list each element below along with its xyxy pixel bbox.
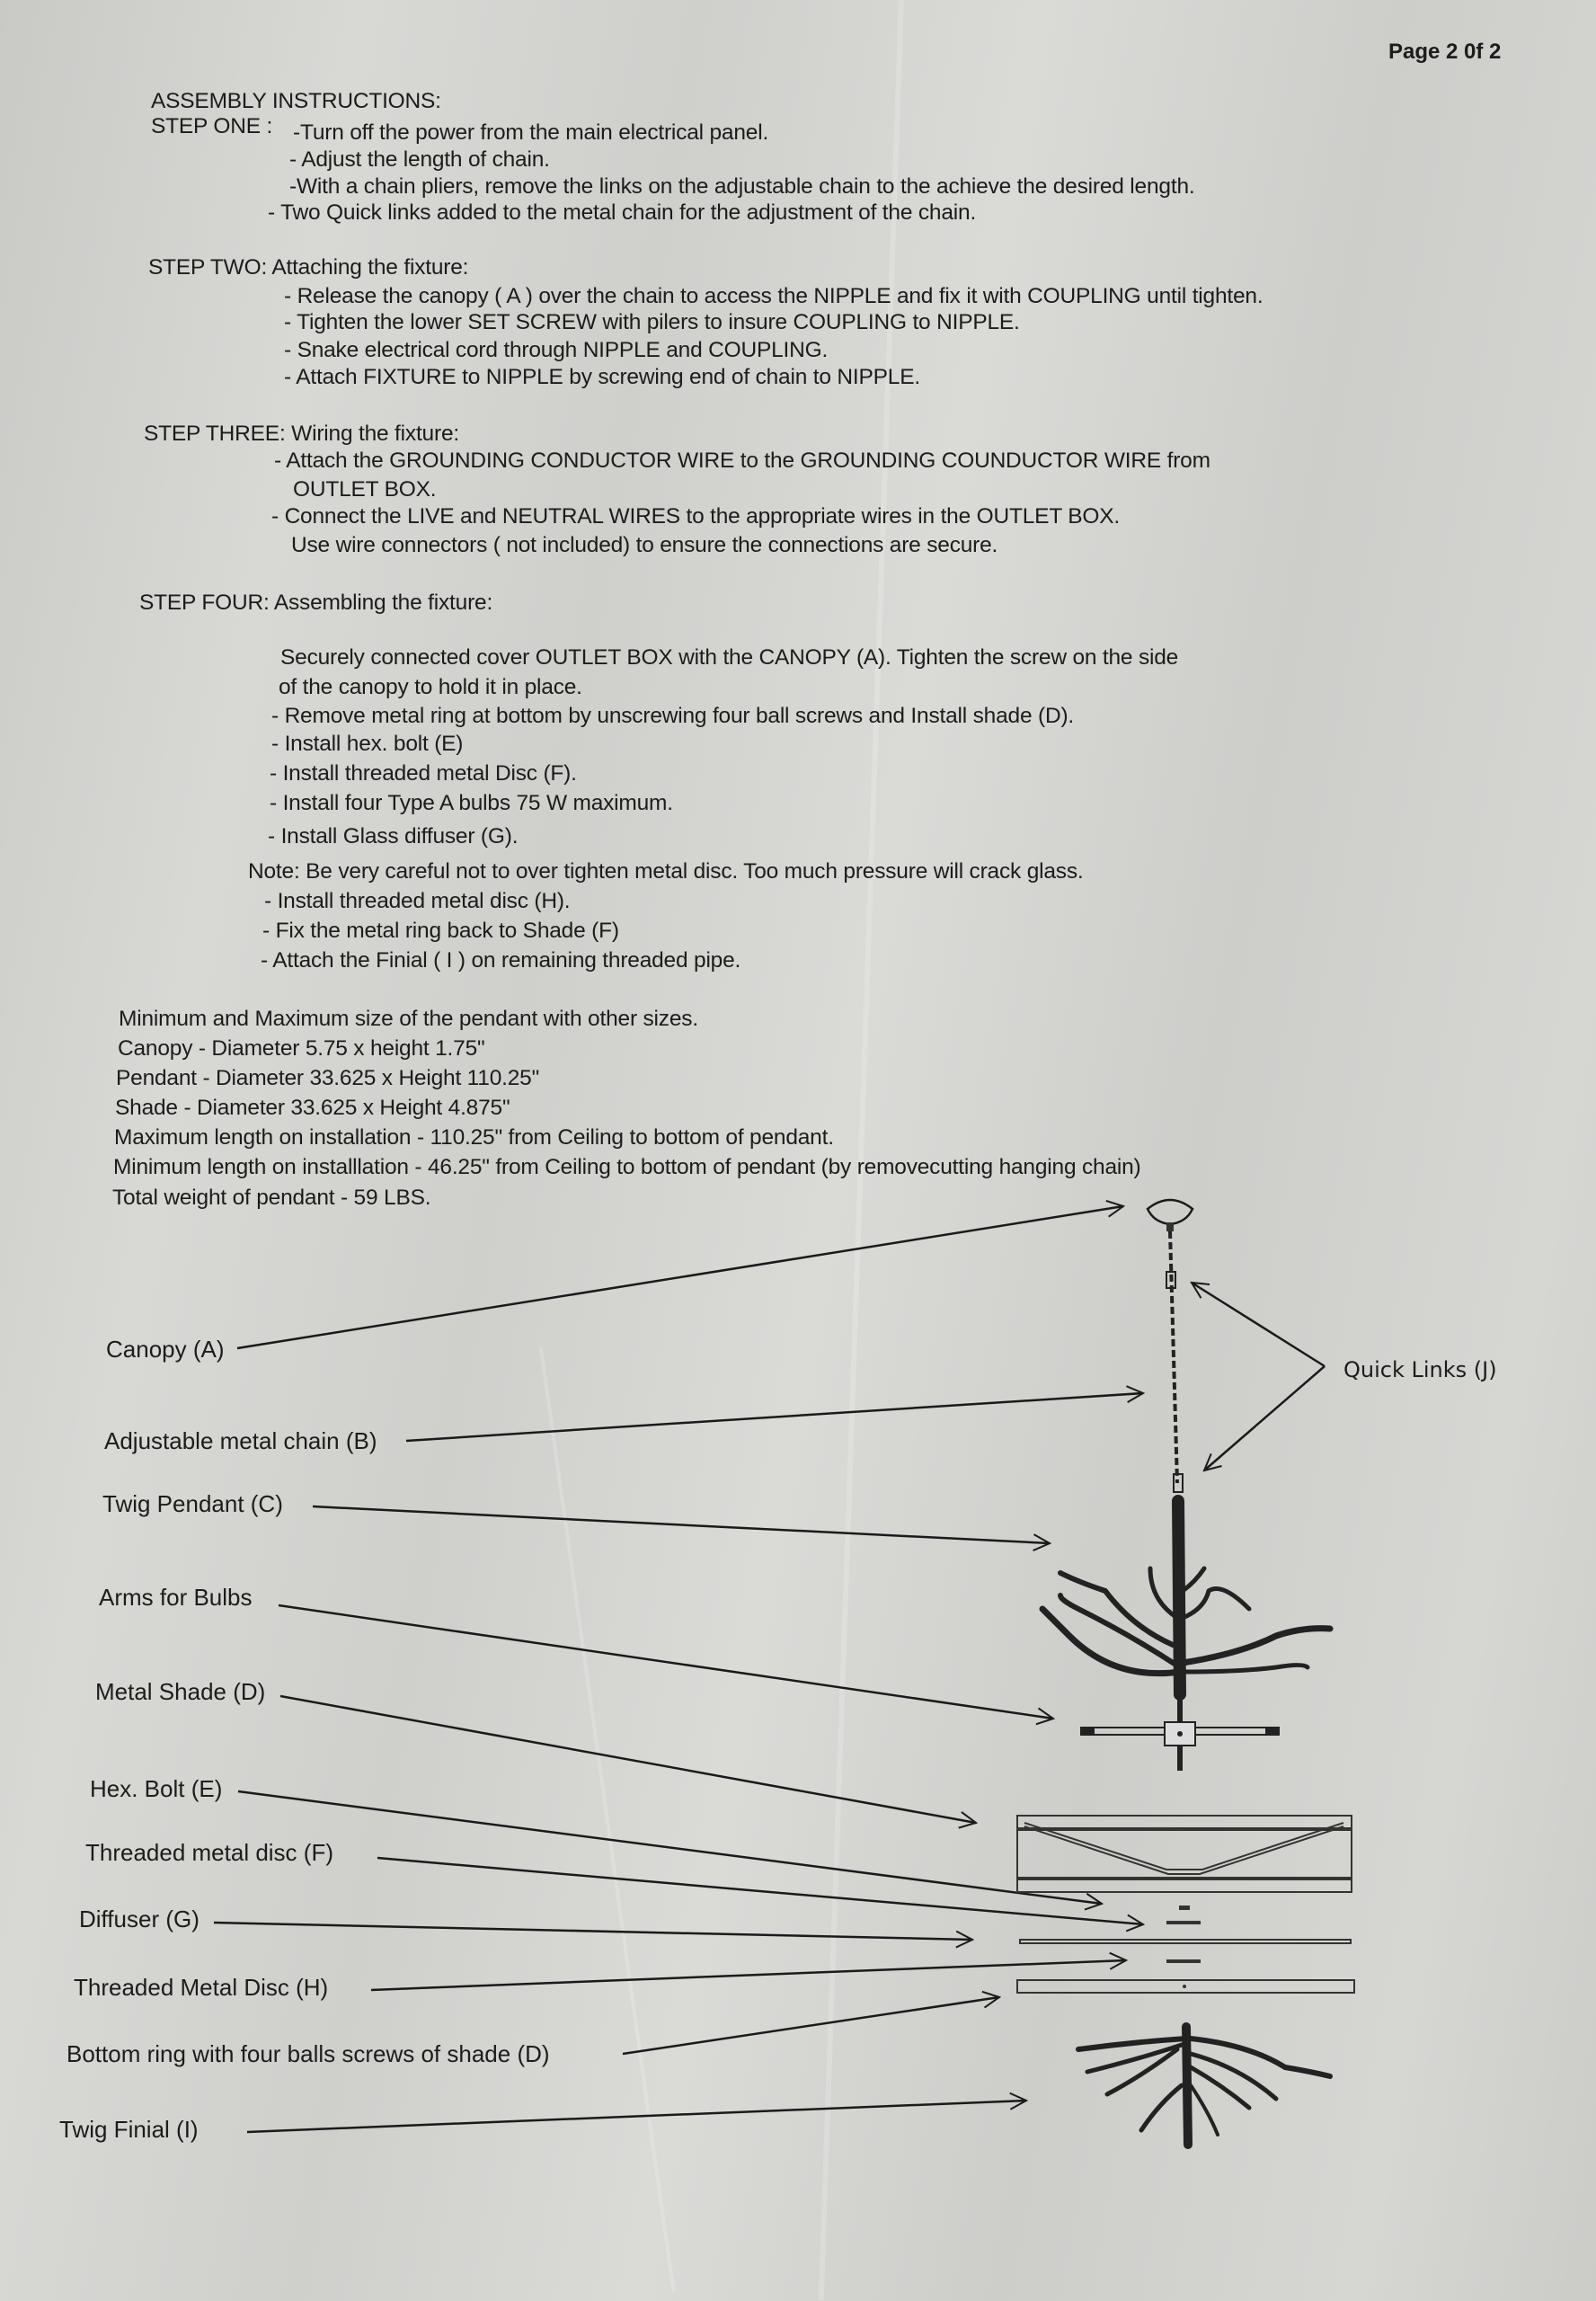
- step-three-line: - Connect the LIVE and NEUTRAL WIRES to the appropriate wires in the OUTLET BOX.: [271, 504, 1120, 529]
- spec-line: Pendant - Diameter 33.625 x Height 110.25": [116, 1066, 540, 1090]
- label-chain: Adjustable metal chain (B): [104, 1427, 377, 1454]
- page-number: Page 2 0f 2: [1388, 40, 1502, 64]
- step-four-line: - Install threaded metal disc (H).: [264, 889, 571, 913]
- label-bottom-ring: Bottom ring with four balls screws of shade (D): [66, 2040, 550, 2067]
- spec-line: Maximum length on installation - 110.25" from Ceiling to bottom of pendant.: [114, 1125, 834, 1150]
- step-four-note: Note: Be very careful not to over tighten metal disc. Too much pressure will crack glass.: [248, 859, 1084, 884]
- step-one-line: -With a chain pliers, remove the links on the adjustable chain to the achieve the desired length.: [289, 174, 1195, 199]
- step-two-heading: STEP TWO: Attaching the fixture:: [148, 255, 469, 280]
- step-four-line: - Fix the metal ring back to Shade (F): [262, 919, 619, 943]
- threaded-disc-h-shape: [1166, 1959, 1201, 1963]
- diffuser-shape: [1020, 1940, 1351, 1943]
- chain-shape: [1170, 1231, 1177, 1483]
- canopy-shape: [1148, 1200, 1193, 1224]
- spec-line: Total weight of pendant - 59 LBS.: [112, 1186, 431, 1210]
- step-one-line: - Two Quick links added to the metal chain for the adjustment of the chain.: [268, 200, 977, 225]
- step-three-heading: STEP THREE: Wiring the fixture:: [144, 422, 459, 446]
- label-hex-bolt: Hex. Bolt (E): [90, 1775, 223, 1802]
- label-threaded-disc-h: Threaded Metal Disc (H): [74, 1974, 329, 2001]
- step-two-line: - Tighten the lower SET SCREW with pilers to insure COUPLING to NIPPLE.: [284, 310, 1020, 334]
- label-canopy: Canopy (A): [106, 1336, 225, 1363]
- step-three-line: Use wire connectors ( not included) to ensure the connections are secure.: [291, 533, 998, 557]
- spec-line: Canopy - Diameter 5.75 x height 1.75": [118, 1036, 485, 1061]
- threaded-disc-f-shape: [1166, 1921, 1201, 1924]
- spec-line: Minimum length on installlation - 46.25" from Ceiling to bottom of pendant (by removecutting hanging chain): [113, 1155, 1141, 1179]
- step-four-line: - Install threaded metal Disc (F).: [270, 761, 577, 786]
- step-one-line: - Adjust the length of chain.: [289, 147, 550, 172]
- metal-shade-shape: [1017, 1816, 1352, 1892]
- step-four-line: - Install four Type A bulbs 75 W maximum.: [270, 791, 673, 815]
- step-two-line: - Release the canopy ( A ) over the chain to access the NIPPLE and fix it with COUPLING until tighten.: [284, 284, 1264, 308]
- twig-finial-shape: [1078, 2027, 1330, 2145]
- step-four-heading: STEP FOUR: Assembling the fixture:: [139, 591, 493, 615]
- label-threaded-disc-f: Threaded metal disc (F): [85, 1839, 333, 1866]
- step-three-line: OUTLET BOX.: [293, 477, 437, 502]
- step-four-line: Securely connected cover OUTLET BOX with the CANOPY (A). Tighten the screw on the side: [280, 645, 1179, 670]
- step-two-line: - Attach FIXTURE to NIPPLE by screwing end of chain to NIPPLE.: [284, 365, 920, 389]
- label-twig-finial: Twig Finial (I): [59, 2116, 199, 2143]
- step-one-line: -Turn off the power from the main electrical panel.: [293, 120, 769, 145]
- label-quick-links: Quick Links (J): [1343, 1357, 1497, 1382]
- step-three-line: - Attach the GROUNDING CONDUCTOR WIRE to the GROUNDING COUNDUCTOR WIRE from: [274, 449, 1210, 473]
- step-two-line: - Snake electrical cord through NIPPLE and COUPLING.: [284, 338, 829, 362]
- step-four-line: - Remove metal ring at bottom by unscrewing four ball screws and Install shade (D).: [271, 704, 1075, 728]
- label-arms-for-bulbs: Arms for Bulbs: [99, 1584, 253, 1611]
- label-twig-pendant: Twig Pendant (C): [102, 1490, 283, 1517]
- hex-bolt-shape: [1179, 1906, 1190, 1910]
- step-four-line: - Install Glass diffuser (G).: [268, 824, 519, 848]
- spec-line: Shade - Diameter 33.625 x Height 4.875": [115, 1096, 510, 1120]
- specs-heading: Minimum and Maximum size of the pendant with other sizes.: [119, 1007, 698, 1031]
- step-four-line: - Install hex. bolt (E): [271, 732, 464, 756]
- twig-pendant-shape: [1042, 1501, 1330, 1694]
- document-title: ASSEMBLY INSTRUCTIONS:: [151, 89, 441, 113]
- step-four-line: of the canopy to hold it in place.: [279, 675, 582, 699]
- label-diffuser: Diffuser (G): [79, 1906, 200, 1932]
- step-four-line: - Attach the Finial ( I ) on remaining threaded pipe.: [261, 948, 741, 973]
- label-metal-shade: Metal Shade (D): [95, 1678, 266, 1705]
- step-one-heading: STEP ONE :: [151, 114, 273, 138]
